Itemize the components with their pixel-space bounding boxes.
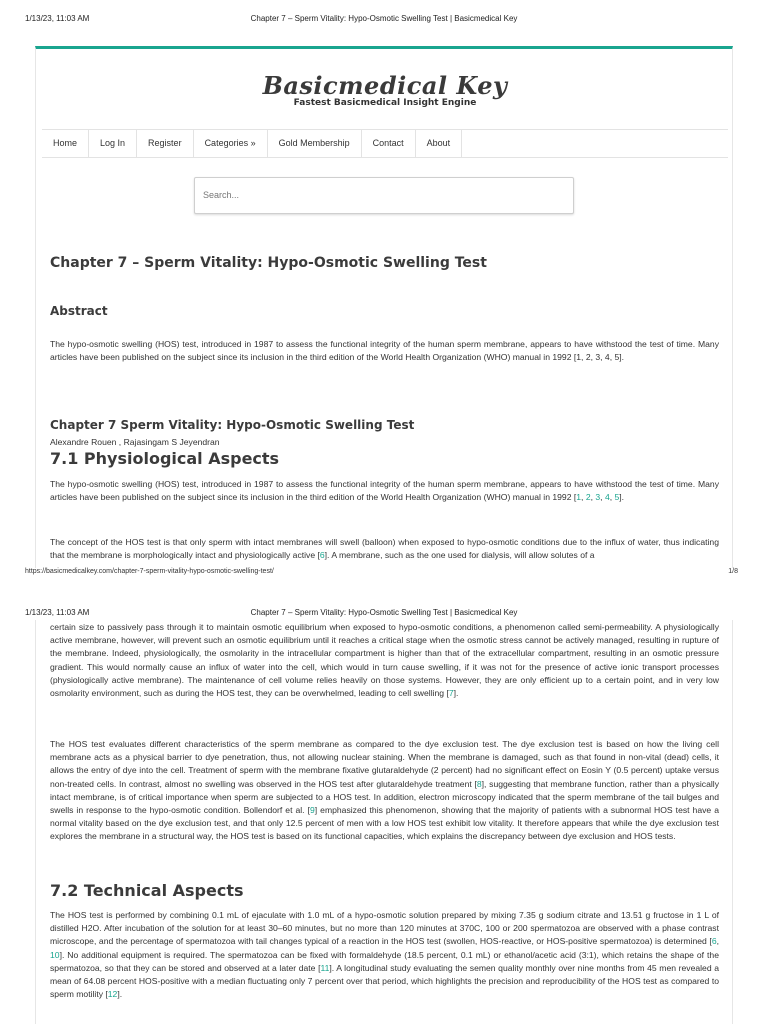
print-datetime: 1/13/23, 11:03 AM — [25, 14, 90, 23]
section-7-2-paragraph-1: The HOS test is performed by combining 0.1 mL of ejaculate with 1.0 mL of a hypo-osmotic solution prepared by mixing 7.35 g sodium citrate and 13.51 g fructose in 1 L of distilled H2O. After incubation of the solution for at least 30–60 minutes, but no more than 120 minutes at 370C, 100 or 200 spermatozoa are observed with a phase contrast microscope, and the percentage of spermatozoa with tail changes typical of a reaction in the HOS test (swollen, HOS-reactive, or HOS-positive spermatozoa) is determined [6, 10]. No additional equipment is required. The spermatozoa can be fixed with formaldehyde (18.5 percent, 0.1 mL) or ethanol/acetic acid (3:1), which retains the shape of the spermatozoa, so that they can be stored and observed at a later date [11]. A longitudinal study evaluating the semen quality monthly over nine months from 45 men revealed a mean of 64.08 percent HOS-positive with a median fluctuating only 7 percent over that period, which highlights the precision and reproducibility of the HOS test as compared to sperm motility [12]. — [50, 910, 719, 1000]
nav-gold-membership[interactable]: Gold Membership — [268, 130, 362, 157]
print-doc-title: Chapter 7 – Sperm Vitality: Hypo-Osmotic Swelling Test | Basicmedical Key — [250, 14, 518, 23]
paragraph-text: The hypo-osmotic swelling (HOS) test, introduced in 1987 to assess the functional integrity of the human sperm membrane, appears to have withstood the test of time. Many articles have been published on the subject since its inclusion in the third edition of the World Health Organization (WHO) manual in 1992 [ — [50, 479, 719, 503]
logo-tagline: Fastest Basicmedical Insight Engine — [293, 98, 477, 108]
ref-link-8[interactable]: 8 — [476, 778, 482, 789]
nav-about[interactable]: About — [416, 130, 463, 157]
nav-register[interactable]: Register — [137, 130, 194, 157]
ref-link-1[interactable]: 1 — [576, 492, 582, 503]
ref-link-6b[interactable]: 6 — [711, 936, 717, 947]
print-datetime-2: 1/13/23, 11:03 AM — [25, 608, 90, 617]
section-7-1-heading: 7.1 Physiological Aspects — [50, 449, 280, 468]
paragraph-text: ]. A longitudinal study evaluating the semen quality monthly over nine months from 45 men revealed a mean of 64.08 percent HOS-positive with a median fluctuating only 7 percent over that period, which highlights the precision and reproducibility of the HOS test as compared to sperm motility [ — [50, 962, 719, 1000]
print-page-2 — [0, 600, 768, 1024]
page-title: Chapter 7 – Sperm Vitality: Hypo-Osmotic Swelling Test — [50, 255, 487, 271]
paragraph-text: ] emphasized this phenomenon, showing that the majority of patients with a subnormal HOS test have a normal vitality based on the dye exclusion test, and that only 12.5 percent of men with a low HOS test exhibit low vitality. It therefore appears that while the dye exclusion test explores the membrane in a structural way, the HOS test is based on its functional capacities, which explains the discrepancy between dye exclusion and HOS tests. — [50, 805, 719, 842]
ref-link-12[interactable]: 12 — [107, 989, 118, 1000]
print-url: https://basicmedicalkey.com/chapter-7-sperm-vitality-hypo-osmotic-swelling-test/ — [25, 568, 274, 575]
site-logo[interactable] — [36, 71, 734, 108]
logo-title: Basicmedical Key — [262, 71, 508, 100]
abstract-heading: Abstract — [50, 304, 108, 318]
paragraph-text: The HOS test evaluates different characteristics of the sperm membrane as compared to the dye exclusion test. The dye exclusion test is based on how the living cell membrane acts as a physical barrier to dye penetration, thus, not allowing nuclear staining. When the membrane is damaged, such as that found in non-vital (dead) cells, it allows the entry of dye into the cell. Treatment of sperm with the membrane fixative glutaraldehyde (2 percent) had no significant effect on Eosin Y (0.5 percent) uptake versus non-treated cells. In contrast, almost no swelling was observed in the HOS test after glutaraldehyde treatment [ — [50, 739, 719, 789]
ref-link-9[interactable]: 9 — [309, 805, 315, 816]
section-7-1-paragraph-2 — [50, 536, 719, 562]
section-7-1-paragraph-3 — [50, 738, 719, 844]
ref-link-5[interactable]: 5 — [614, 492, 620, 503]
paragraph-text: The HOS test is performed by combining 0.1 mL of ejaculate with 1.0 mL of a hypo-osmotic solution prepared by mixing 7.35 g sodium citrate and 13.51 g fructose in 1 L of distilled H2O. After incubation of the solution for at least 30–60 minutes, but no more than 120 minutes at 370C, 100 or 200 spermatozoa are observed with a phase contrast microscope, and the percentage of spermatozoa with tail changes typical of a reaction in the HOS test (swollen, HOS-reactive, or HOS-positive spermatozoa) is determined [ — [50, 910, 719, 947]
nav-categories[interactable]: Categories » — [194, 130, 268, 157]
ref-link-6[interactable]: 6 — [319, 550, 325, 561]
section-7-1-paragraph-1: The hypo-osmotic swelling (HOS) test, introduced in 1987 to assess the functional integrity of the human sperm membrane, appears to have withstood the test of time. Many articles have been published on the subject since its inclusion in the third edition of the World Health Organization (WHO) manual in 1992 [1, 2, 3, 4, 5]. — [50, 479, 719, 503]
ref-link-7[interactable]: 7 — [448, 688, 454, 699]
section-7-2-heading: 7.2 Technical Aspects — [50, 881, 244, 900]
paragraph-text: ]. A membrane, such as the one used for dialysis, will allow solutes of a — [324, 550, 595, 561]
nav-contact[interactable]: Contact — [362, 130, 416, 157]
abstract-text: The hypo-osmotic swelling (HOS) test, introduced in 1987 to assess the functional integrity of the human sperm membrane, appears to have withstood the test of time. Many articles have been published on the subject since its inclusion in the third edition of the World Health Organization (WHO) manual in 1992 [1, 2, 3, 4, 5]. — [50, 339, 719, 363]
paragraph-text: ], suggesting that membrane function, rather than a physically intact membrane, is of critical importance when sperm are subjected to a HOS test. In addition, electron microscopy indicated that the sperm membrane of the tail bulges and swells in response to the hypo-osmotic condition. Bollendorf et al. [ — [50, 778, 719, 816]
paragraph-text: The concept of the HOS test is that only sperm with intact membranes will swell (balloon) when exposed to hypo-osmotic conditions due to the influx of water, thus indicating that the membrane is morphologically intact and physiologically active [ — [50, 537, 719, 561]
paragraph-text: certain size to passively pass through it to maintain osmotic equilibrium when exposed to hypo-osmotic conditions, a phenomenon called semi-permeability. A physiologically active membrane, however, will prevent such an osmotic equilibrium until it reaches a critical stage when the osmotic stress cannot be actively managed, resulting in rupture of the membrane. Indeed, physiologically, the osmolarity in the intracellular compartment is higher than that of the extracellular compartment, resulting in an osmotic pressure gradient. This would normally cause an influx of water into the cell, which would in turn cause swelling, if it was not for the presence of active ionic transport processes (physiologically active membrane). The maintenance of cell volume relies heavily on those systems. However, they are only efficient up to a certain point, and in very low osmolarity environment, such as during the HOS test, they can be overwhelmed, leading to cell swelling [ — [50, 622, 719, 699]
ref-link-2[interactable]: 2 — [585, 492, 591, 503]
nav-home[interactable]: Home — [42, 130, 89, 157]
nav-log-in[interactable]: Log In — [89, 130, 137, 157]
ref-link-11[interactable]: 11 — [320, 962, 330, 973]
ref-link-4[interactable]: 4 — [604, 492, 610, 503]
main-nav — [42, 129, 728, 158]
ref-link-3[interactable]: 3 — [595, 492, 601, 503]
print-doc-title-2: Chapter 7 – Sperm Vitality: Hypo-Osmotic Swelling Test | Basicmedical Key — [250, 608, 518, 617]
search-input[interactable]: Search... — [194, 177, 574, 214]
authors: Alexandre Rouen , Rajasingam S Jeyendran — [50, 437, 220, 447]
paragraph-text: ]. No additional equipment is required. The spermatozoa can be fixed with formaldehyde (18.5 percent, 0.1 mL) or ethanol/acetic acid (3:1), which retains the shape of the spermatozoa, so that they can be stored and observed at a later date [ — [50, 949, 719, 973]
print-page-number: 1/8 — [728, 568, 738, 575]
section-7-1-paragraph-2-continued: certain size to passively pass through it to maintain osmotic equilibrium when exposed to hypo-osmotic conditions, a phenomenon called semi-permeability. A physiologically active membrane, however, will prevent such an osmotic equilibrium until it reaches a critical stage when the osmotic stress cannot be actively managed, resulting in rupture of the membrane. Indeed, physiologically, the osmolarity in the intracellular compartment is higher than that of the extracellular compartment, resulting in an osmotic pressure gradient. This would normally cause an influx of water into the cell, which would in turn cause swelling, if it was not for the presence of active ionic transport processes (physiologically active membrane). The maintenance of cell volume relies heavily on those systems. However, they are only efficient up to a certain point, and in very low osmolarity environment, such as during the HOS test, they can be overwhelmed, leading to cell swelling [7]. — [50, 622, 719, 699]
ref-link-10[interactable]: 10 — [50, 949, 60, 960]
chapter-heading: Chapter 7 Sperm Vitality: Hypo-Osmotic Swelling Test — [50, 418, 415, 432]
